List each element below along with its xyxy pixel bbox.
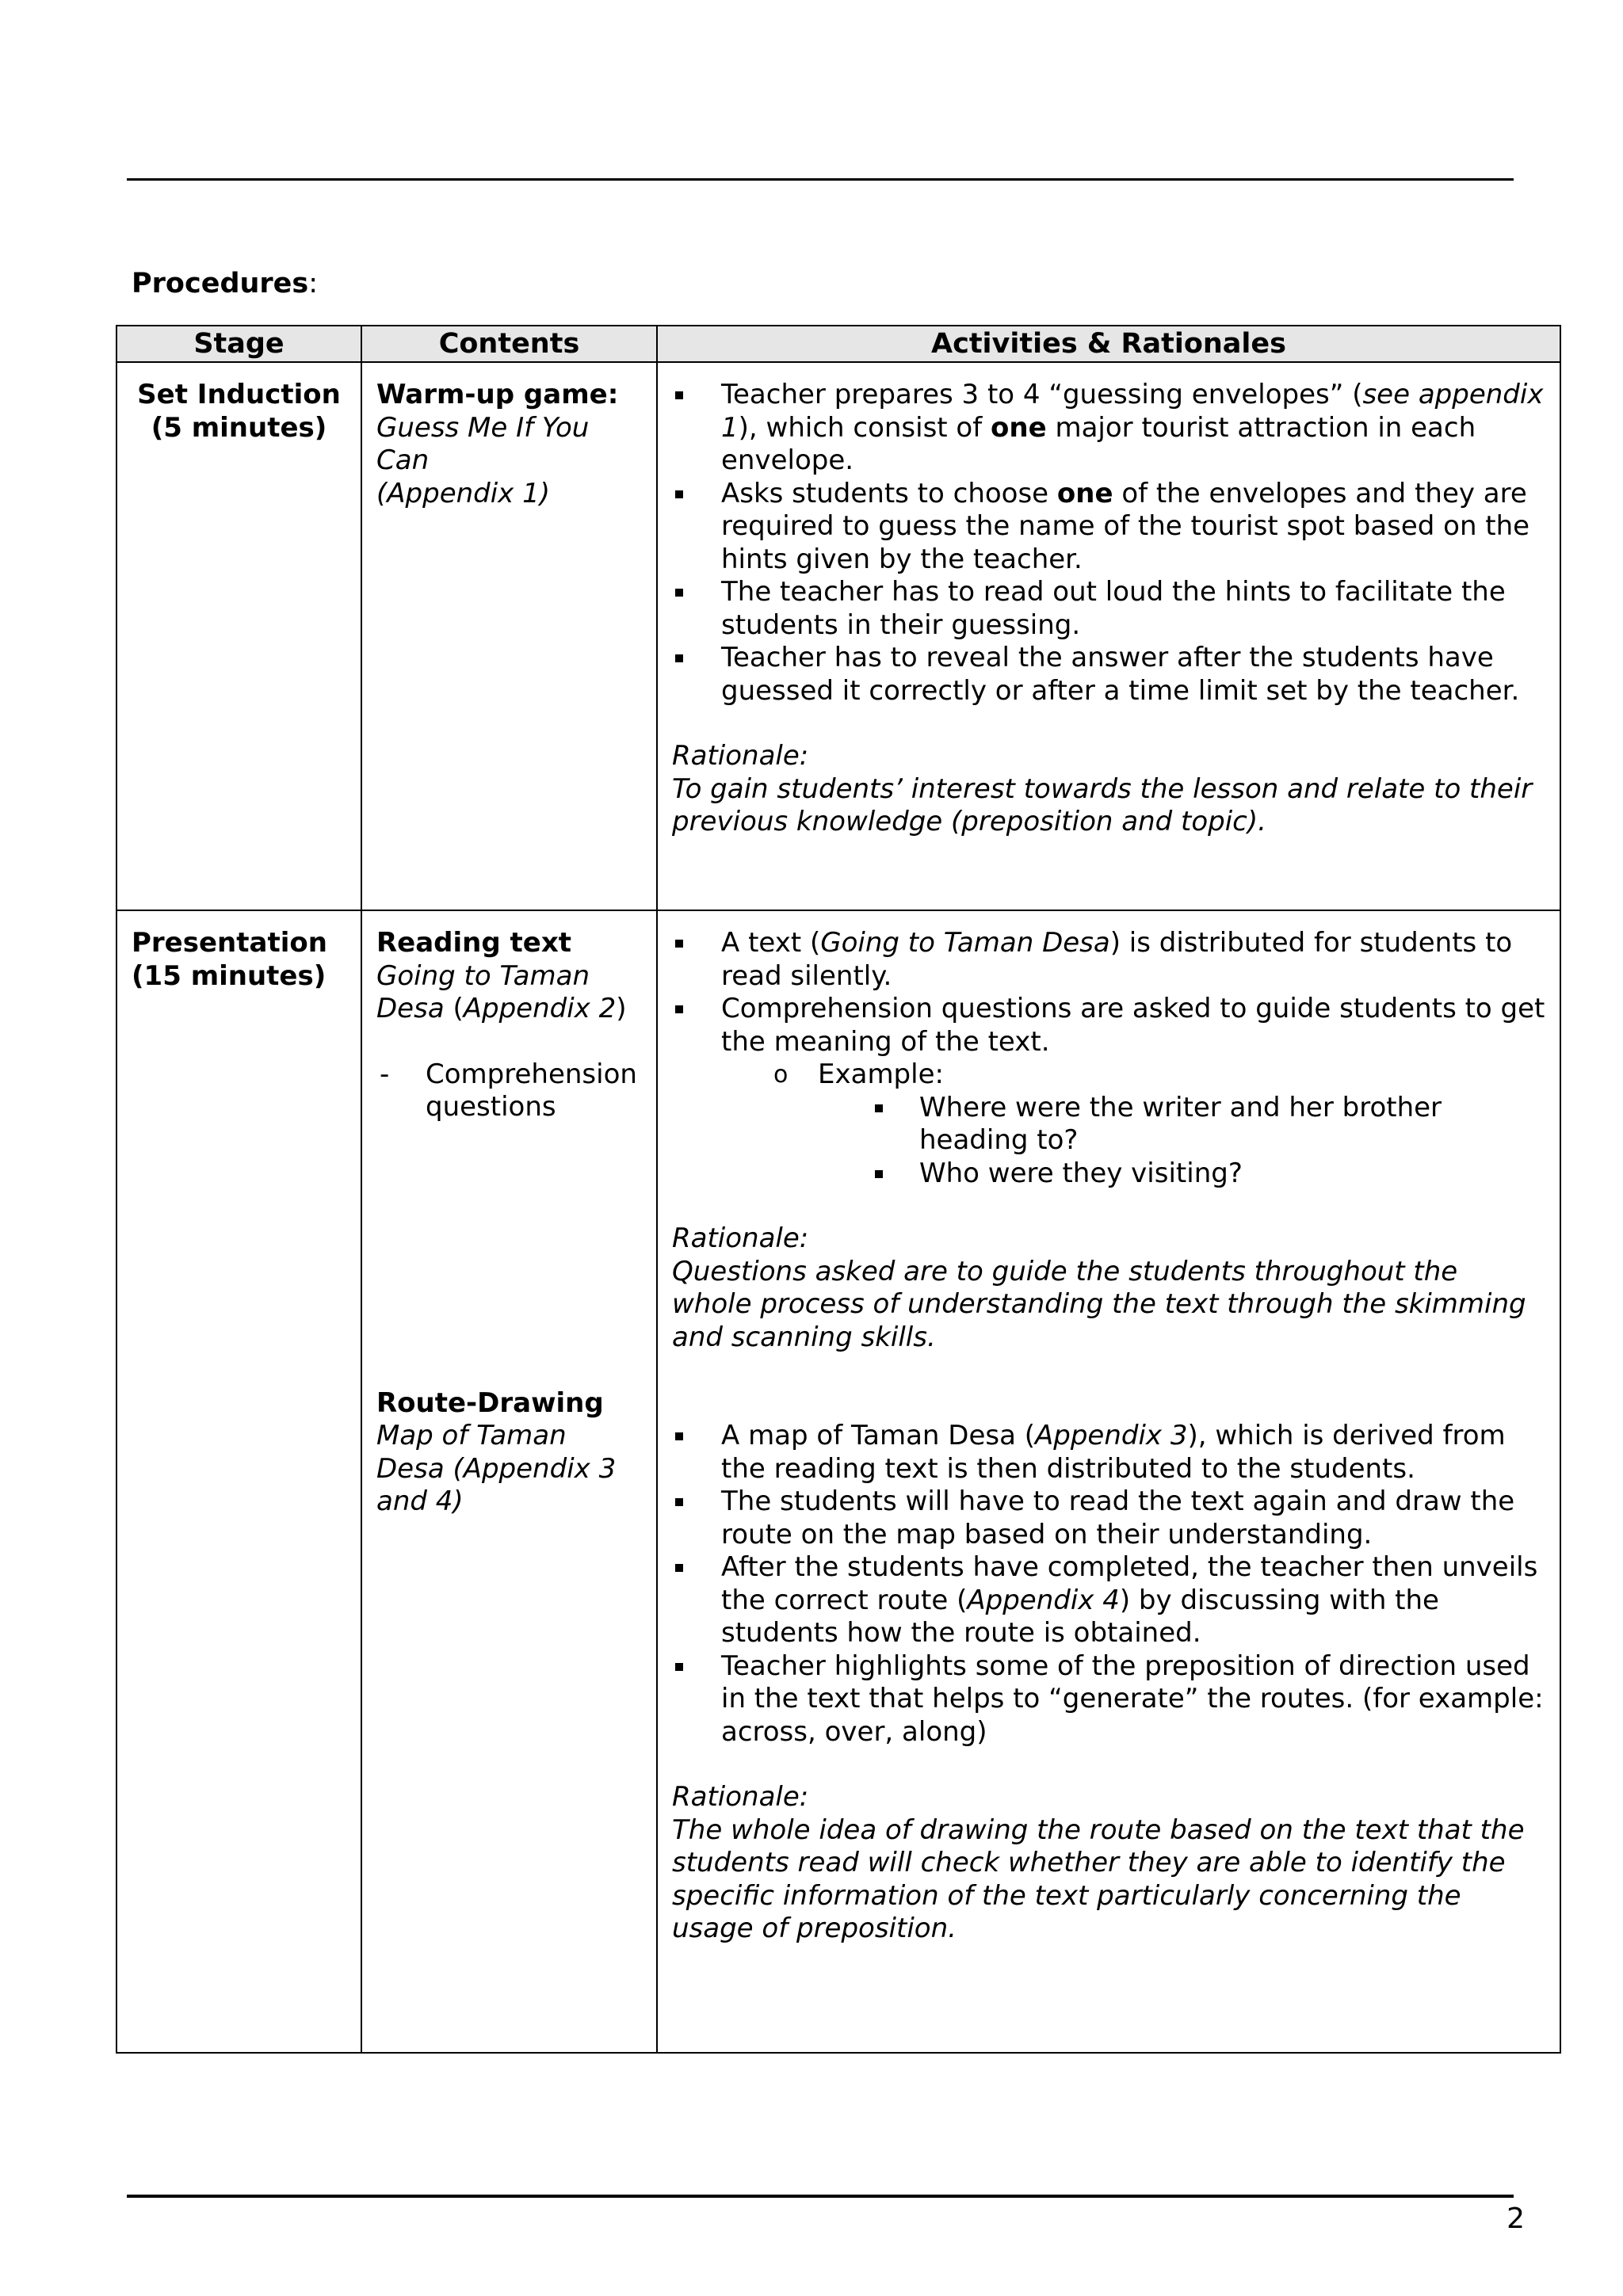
rationale-label: Rationale: bbox=[672, 740, 809, 772]
list-item: Teacher prepares 3 to 4 “guessing envelopes” (see appendix 1), which consist of one major tourist attraction in each envelope. bbox=[672, 379, 1545, 478]
content-route-desc: Map of Taman Desa (Appendix 3 and 4) bbox=[376, 1420, 617, 1517]
content-title-reading: Reading text bbox=[376, 927, 572, 959]
example-label: o Example: bbox=[672, 1058, 1545, 1092]
stage-time: (15 minutes) bbox=[132, 959, 327, 992]
procedures-heading: Procedures: bbox=[132, 268, 319, 299]
content-reading-desc: Going to Taman Desa (Appendix 2) bbox=[376, 959, 627, 1024]
list-item: The students will have to read the text again and draw the route on the map based on their understanding. bbox=[672, 1486, 1545, 1551]
contents-cell bbox=[361, 910, 657, 2053]
table-row bbox=[116, 910, 1560, 2053]
rationale-text: Questions asked are to guide the students throughout the whole process of understanding the text through the skimming and scanning skills. bbox=[672, 1255, 1526, 1353]
stage-cell bbox=[116, 362, 361, 910]
list-item: Where were the writer and her brother heading to? bbox=[919, 1092, 1545, 1158]
content-appendix: (Appendix 1) bbox=[376, 477, 551, 509]
rationale-text: To gain students’ interest towards the lesson and relate to their previous knowledge (preposition and topic). bbox=[672, 772, 1533, 837]
list-item: Comprehension questions are asked to guide students to get the meaning of the text. bbox=[672, 993, 1545, 1058]
procedures-table bbox=[116, 325, 1561, 2054]
header-rule bbox=[127, 178, 1514, 181]
list-item: Who were they visiting? bbox=[919, 1158, 1545, 1191]
header-stage: Stage bbox=[116, 326, 361, 362]
activities-cell bbox=[657, 362, 1560, 910]
contents-cell bbox=[361, 362, 657, 910]
stage-name: Presentation bbox=[132, 927, 327, 959]
content-title: Warm-up game: bbox=[376, 379, 619, 410]
content-title-route: Route-Drawing bbox=[376, 1386, 604, 1419]
list-item: Asks students to choose one of the envelopes and they are required to guess the name of the tourist spot based on the hints given by the teacher. bbox=[672, 478, 1545, 577]
header-activities: Activities & Rationales bbox=[657, 326, 1560, 362]
list-item: After the students have completed, the teacher then unveils the correct route (Appendix 4) by discussing with the students how the route is obtained. bbox=[672, 1551, 1545, 1650]
content-activity-name: Guess Me If You Can bbox=[376, 411, 590, 476]
list-item: Teacher highlights some of the preposition of direction used in the text that helps to “generate” the routes. (for example: across, over, along) bbox=[672, 1650, 1545, 1749]
stage-time: (5 minutes) bbox=[151, 411, 327, 444]
page-number: 2 bbox=[1507, 2203, 1525, 2235]
rationale-text: The whole idea of drawing the route based on the text that the students read will check whether they are able to identify the specific information of the text particularly concerning the usage of preposition. bbox=[672, 1814, 1525, 1944]
stage-name: Set Induction bbox=[137, 379, 341, 410]
list-item: Teacher has to reveal the answer after the students have guessed it correctly or after a time limit set by the teacher. bbox=[672, 642, 1545, 707]
activity-list bbox=[672, 1420, 1545, 1749]
stage-cell bbox=[116, 910, 361, 2053]
activity-list bbox=[672, 379, 1545, 707]
list-item: A map of Taman Desa (Appendix 3), which is derived from the reading text is then distributed to the students. bbox=[672, 1420, 1545, 1486]
example-list bbox=[672, 1092, 1545, 1191]
header-contents: Contents bbox=[361, 326, 657, 362]
table-row bbox=[116, 362, 1560, 910]
footer-rule bbox=[127, 2195, 1514, 2198]
activities-cell bbox=[657, 910, 1560, 2053]
activity-list bbox=[672, 927, 1545, 1058]
list-item: The teacher has to read out loud the hints to facilitate the students in their guessing. bbox=[672, 576, 1545, 642]
rationale-label: Rationale: bbox=[672, 1781, 809, 1813]
content-dash-item: - Comprehension questions bbox=[376, 1058, 642, 1124]
table-header-row bbox=[116, 326, 1560, 362]
list-item: A text (Going to Taman Desa) is distributed for students to read silently. bbox=[672, 927, 1545, 993]
rationale-label: Rationale: bbox=[672, 1222, 809, 1254]
